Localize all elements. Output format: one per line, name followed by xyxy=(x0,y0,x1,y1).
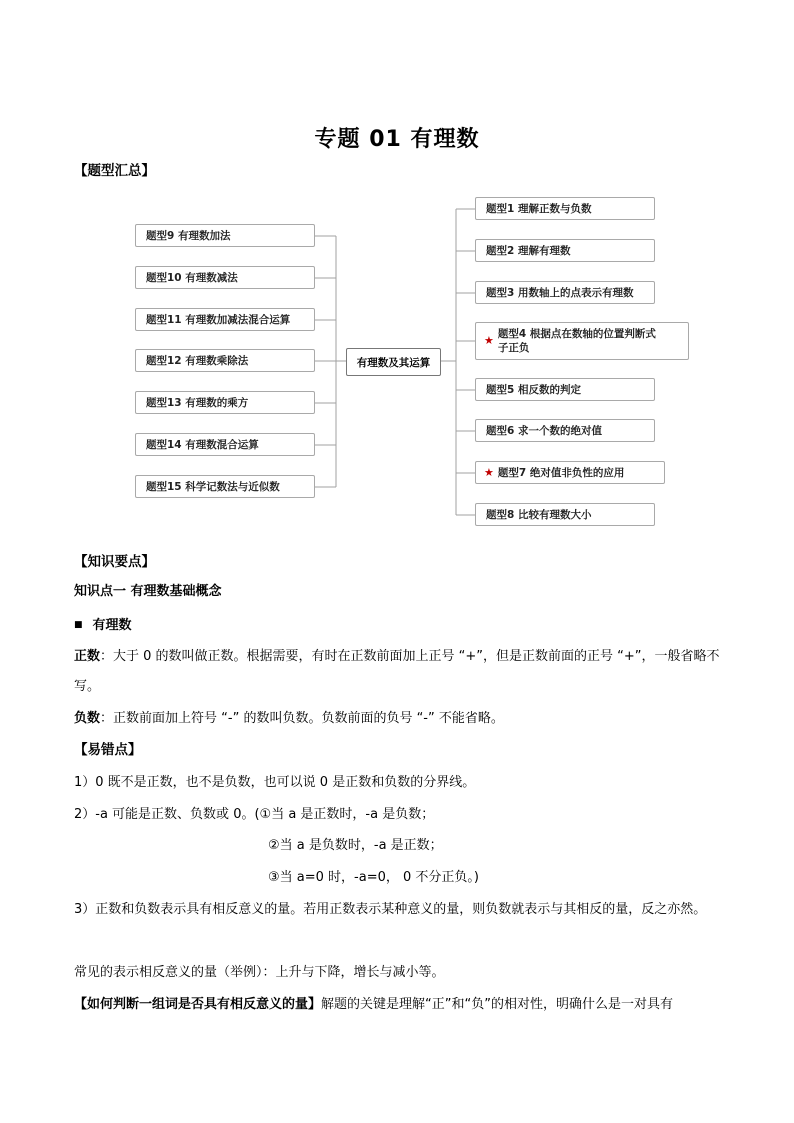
square-bullet-icon: ■ xyxy=(74,620,83,630)
mindmap-node-type6: 题型6 求一个数的绝对值 xyxy=(475,419,655,442)
mindmap-node-type3: 题型3 用数轴上的点表示有理数 xyxy=(475,281,655,304)
mindmap-node-type13: 题型13 有理数的乘方 xyxy=(135,391,315,414)
positive-text: ：大于 0 的数叫做正数。根据需要，有时在正数前面加上正号 “+”，但是正数前面的正号 “+”，一般省略不写。 xyxy=(74,649,720,694)
bullet-line xyxy=(74,610,724,641)
mindmap-node-type15: 题型15 科学记数法与近似数 xyxy=(135,475,315,498)
judge-text: 解题的关键是理解“正”和“负”的相对性，明确什么是一对具有 xyxy=(321,997,673,1012)
pitfall-2c: ③当 a=0 时，-a=0， 0 不分正负。) xyxy=(268,870,479,885)
negative-definition xyxy=(74,704,724,734)
summary-heading: 【题型汇总】 xyxy=(74,163,155,179)
mindmap-connectors xyxy=(0,0,794,540)
mindmap-node-type7 xyxy=(475,461,665,484)
mindmap-node-type5: 题型5 相反数的判定 xyxy=(475,378,655,401)
knowledge-point-title: 知识点一 有理数基础概念 xyxy=(74,584,222,599)
mindmap-node-type4 xyxy=(475,322,689,360)
bullet-label: 有理数 xyxy=(92,618,132,633)
page-title: 专题 01 有理数 xyxy=(314,127,480,152)
judge-label: 【如何判断一组词是否具有相反意义的量】 xyxy=(74,997,322,1012)
negative-label: 负数 xyxy=(74,711,101,726)
knowledge-heading: 【知识要点】 xyxy=(74,554,155,570)
judge-paragraph xyxy=(74,990,724,1020)
positive-label: 正数 xyxy=(74,649,101,664)
mindmap-center-node: 有理数及其运算 xyxy=(346,348,441,376)
positive-definition xyxy=(74,642,724,702)
star-icon: ★ xyxy=(484,334,494,347)
mindmap-node-type14: 题型14 有理数混合运算 xyxy=(135,433,315,456)
mindmap-node-type9: 题型9 有理数加法 xyxy=(135,224,315,247)
pitfall-3: 3）正数和负数表示具有相反意义的量。若用正数表示某种意义的量，则负数就表示与其相反的量，反之亦然。 xyxy=(74,902,707,917)
mindmap-node-type12: 题型12 有理数乘除法 xyxy=(135,349,315,372)
mindmap-node-type1: 题型1 理解正数与负数 xyxy=(475,197,655,220)
mindmap-node-type7-label: 题型7 绝对值非负性的应用 xyxy=(497,467,625,479)
pitfall-1: 1）0 既不是正数，也不是负数，也可以说 0 是正数和负数的分界线。 xyxy=(74,775,476,790)
mindmap-node-type11: 题型11 有理数加减法混合运算 xyxy=(135,308,315,331)
pitfall-2b: ②当 a 是负数时，-a 是正数； xyxy=(268,838,443,853)
common-opposites: 常见的表示相反意义的量（举例）：上升与下降，增长与减小等。 xyxy=(74,965,445,980)
mindmap-node-type2: 题型2 理解有理数 xyxy=(475,239,655,262)
mindmap-node-type4-label: 题型4 根据点在数轴的位置判断式子正负 xyxy=(497,328,656,354)
pitfall-heading: 【易错点】 xyxy=(74,742,142,758)
pitfall-2a: 2）-a 可能是正数、负数或 0。(①当 a 是正数时，-a 是负数； xyxy=(74,807,435,822)
mindmap-node-type10: 题型10 有理数减法 xyxy=(135,266,315,289)
mindmap-node-type8: 题型8 比较有理数大小 xyxy=(475,503,655,526)
negative-text: ：正数前面加上符号 “-” 的数叫负数。负数前面的负号 “-” 不能省略。 xyxy=(100,711,504,726)
star-icon: ★ xyxy=(484,466,494,479)
